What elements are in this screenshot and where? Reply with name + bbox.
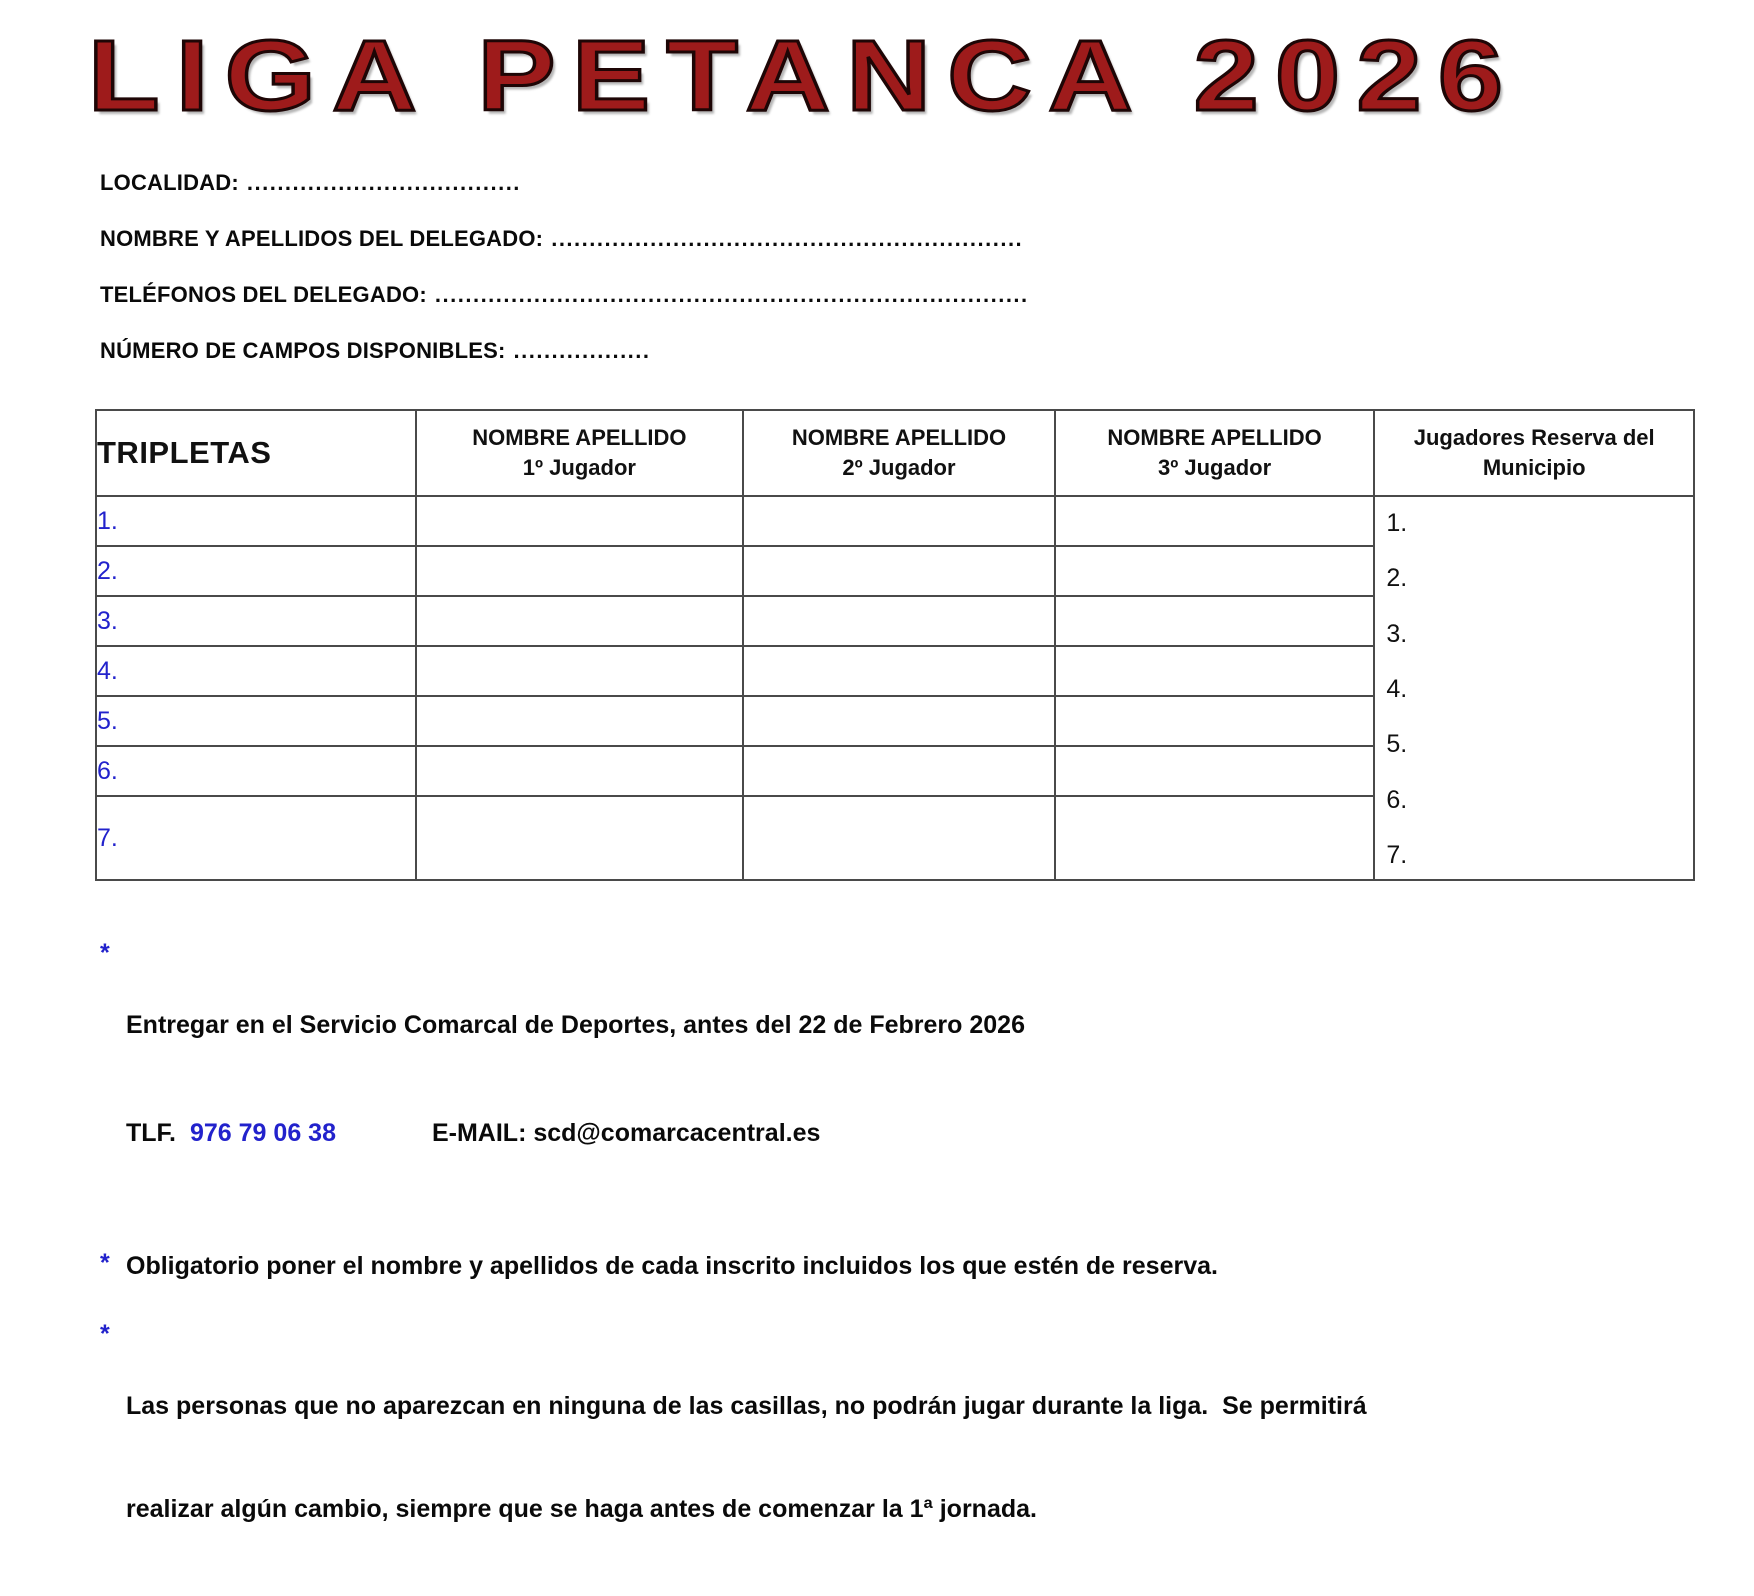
header-jugador-3-line1: NOMBRE APELLIDO — [1107, 425, 1322, 451]
reserve-players-list — [1375, 506, 1693, 870]
row-4-jugador-2-cell — [743, 646, 1055, 696]
field-nombre-delegado-dotted-line: .............................................................. — [551, 226, 1024, 251]
row-6-jugador-3-cell — [1055, 746, 1375, 796]
note-entregar-text — [126, 939, 1025, 1219]
field-numero-campos — [100, 338, 1754, 364]
table-row-1 — [96, 496, 1694, 546]
note-personas-line1: Las personas que no aparezcan en ninguna de las casillas, no podrán jugar durante la liga. Se permitirá — [126, 1391, 1367, 1420]
row-4-number: 4. — [96, 646, 416, 696]
tripletas-table — [95, 409, 1695, 881]
reserve-number-4: 4. — [1386, 674, 1408, 703]
field-telefonos-delegado — [100, 282, 1754, 308]
row-2-jugador-2-cell — [743, 546, 1055, 596]
note-entregar — [100, 939, 1754, 1219]
row-6-jugador-1-cell — [416, 746, 744, 796]
field-localidad-dotted-line: .................................... — [246, 170, 521, 195]
reserve-number-2: 2. — [1386, 564, 1408, 593]
field-nombre-delegado — [100, 226, 1754, 252]
header-jugador-1 — [416, 410, 744, 496]
header-jugador-3 — [1055, 410, 1375, 496]
note-asterisk: * — [100, 1319, 110, 1348]
row-4-jugador-3-cell — [1055, 646, 1375, 696]
header-jugadores-reserva-line2: Municipio — [1482, 455, 1586, 480]
row-5-jugador-3-cell — [1055, 696, 1375, 746]
note-asterisk: * — [100, 939, 110, 967]
reserve-players-cell — [1374, 496, 1694, 880]
row-5-jugador-1-cell — [416, 696, 744, 746]
field-telefonos-delegado-label: TELÉFONOS DEL DELEGADO: — [100, 282, 427, 307]
footnotes — [100, 939, 1754, 1596]
header-jugadores-reserva — [1374, 410, 1694, 496]
tlf-label: TLF. — [126, 1118, 176, 1147]
row-7-jugador-3-cell — [1055, 796, 1375, 880]
header-jugador-3-line2: 3º Jugador — [1157, 455, 1272, 480]
field-localidad — [100, 170, 1754, 196]
header-jugadores-reserva-line1: Jugadores Reserva del — [1413, 425, 1655, 451]
row-1-jugador-1-cell — [416, 496, 744, 546]
header-jugador-2 — [743, 410, 1055, 496]
row-4-jugador-1-cell — [416, 646, 744, 696]
field-numero-campos-dotted-line: .................. — [513, 338, 651, 363]
note-obligatorio-text: Obligatorio poner el nombre y apellidos de cada inscrito incluidos los que estén de reserva. — [126, 1252, 1218, 1280]
row-2-number: 2. — [96, 546, 416, 596]
reserve-number-3: 3. — [1386, 619, 1408, 648]
row-7-jugador-1-cell — [416, 796, 744, 880]
row-6-jugador-2-cell — [743, 746, 1055, 796]
row-5-jugador-2-cell — [743, 696, 1055, 746]
note-contact-line — [126, 1116, 1025, 1151]
row-1-jugador-3-cell — [1055, 496, 1375, 546]
note-personas-text — [126, 1320, 1367, 1596]
row-7-jugador-2-cell — [743, 796, 1055, 880]
row-3-number: 3. — [96, 596, 416, 646]
note-entregar-line1: Entregar en el Servicio Comarcal de Deportes, antes del 22 de Febrero 2026 — [126, 1011, 1025, 1039]
row-3-jugador-2-cell — [743, 596, 1055, 646]
phone-number: 976 79 06 38 — [190, 1118, 336, 1147]
row-3-jugador-1-cell — [416, 596, 744, 646]
note-asterisk: * — [100, 1249, 110, 1277]
header-jugador-2-line1: NOMBRE APELLIDO — [791, 425, 1007, 451]
header-tripletas: TRIPLETAS — [96, 410, 416, 496]
row-6-number: 6. — [96, 746, 416, 796]
reserve-number-7: 7. — [1386, 840, 1408, 869]
row-1-jugador-2-cell — [743, 496, 1055, 546]
note-personas-line2: realizar algún cambio, siempre que se haga antes de comenzar la 1ª jornada. — [126, 1495, 1037, 1523]
field-localidad-label: LOCALIDAD: — [100, 170, 239, 195]
page-title: LIGA PETANCA 2026 — [88, 20, 1520, 132]
header-jugador-1-line2: 1º Jugador — [522, 455, 636, 480]
row-2-jugador-1-cell — [416, 546, 744, 596]
row-3-jugador-3-cell — [1055, 596, 1375, 646]
table-header-row — [96, 410, 1694, 496]
form-fields — [100, 170, 1754, 364]
row-7-number: 7. — [96, 796, 416, 880]
row-1-number: 1. — [96, 496, 416, 546]
reserve-number-6: 6. — [1386, 785, 1408, 814]
reserve-number-5: 5. — [1386, 730, 1408, 759]
row-2-jugador-3-cell — [1055, 546, 1375, 596]
field-nombre-delegado-label: NOMBRE Y APELLIDOS DEL DELEGADO: — [100, 226, 544, 251]
field-numero-campos-label: NÚMERO DE CAMPOS DISPONIBLES: — [100, 338, 506, 363]
header-jugador-2-line2: 2º Jugador — [842, 455, 956, 480]
note-obligatorio — [100, 1249, 1754, 1284]
row-5-number: 5. — [96, 696, 416, 746]
note-personas — [100, 1320, 1754, 1596]
reserve-number-1: 1. — [1386, 509, 1408, 537]
email-text: E-MAIL: scd@comarcacentral.es — [431, 1118, 821, 1147]
field-telefonos-delegado-dotted-line: .............................................................................. — [434, 282, 1029, 307]
header-jugador-1-line1: NOMBRE APELLIDO — [472, 425, 687, 451]
